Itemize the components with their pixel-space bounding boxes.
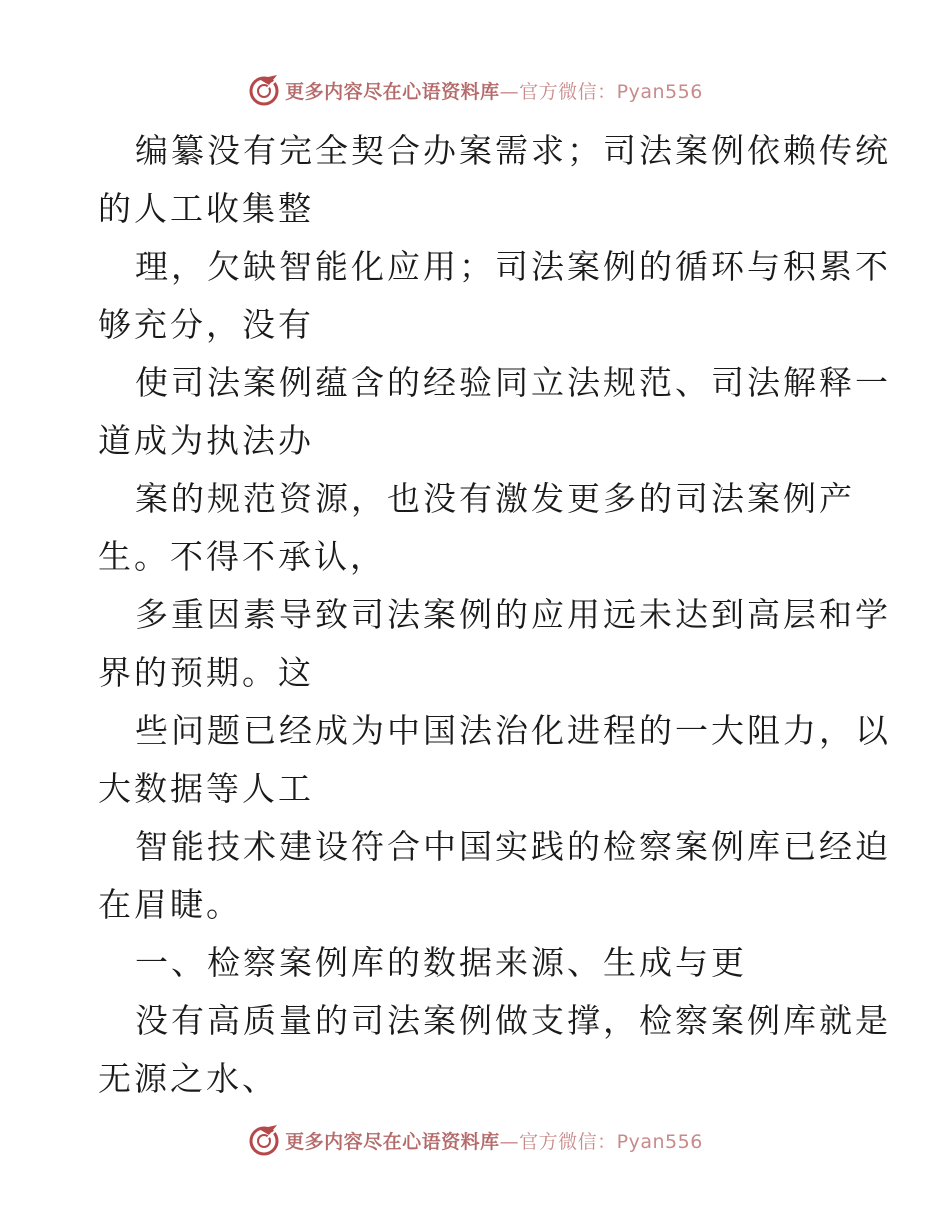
body-line: 案的规范资源，也没有激发更多的司法案例产 <box>135 479 855 518</box>
brand-logo-icon <box>247 1123 281 1157</box>
banner-text: 更多内容尽在心语资料库—官方微信：Pyan556 <box>285 1130 703 1153</box>
document-body <box>98 122 891 1108</box>
footer-banner <box>0 1120 950 1160</box>
brand-logo-icon <box>247 73 281 107</box>
banner-text: 更多内容尽在心语资料库—官方微信：Pyan556 <box>285 80 703 103</box>
body-line: 生。不得不承认， <box>98 537 386 576</box>
body-line: 编纂没有完全契合办案需求；司法案例依赖传统 <box>135 131 891 170</box>
body-line: 的人工收集整 <box>98 189 314 228</box>
body-line: 多重因素导致司法案例的应用远未达到高层和学 <box>135 595 891 634</box>
body-line: 理，欠缺智能化应用；司法案例的循环与积累不 <box>135 247 891 286</box>
body-line: 在眉睫。 <box>98 885 242 924</box>
body-line: 无源之水、 <box>98 1059 278 1098</box>
body-line: 使司法案例蕴含的经验同立法规范、司法解释一 <box>135 363 891 402</box>
body-line: 没有高质量的司法案例做支撑，检察案例库就是 <box>135 1001 891 1040</box>
body-line: 够充分，没有 <box>98 305 314 344</box>
body-line: 道成为执法办 <box>98 421 314 460</box>
body-line: 大数据等人工 <box>98 769 314 808</box>
body-line: 些问题已经成为中国法治化进程的一大阻力，以 <box>135 711 891 750</box>
header-banner <box>0 70 950 110</box>
body-line: 界的预期。这 <box>98 653 314 692</box>
section-heading: 一、检察案例库的数据来源、生成与更 <box>135 943 747 982</box>
body-line: 智能技术建设符合中国实践的检察案例库已经迫 <box>135 827 891 866</box>
